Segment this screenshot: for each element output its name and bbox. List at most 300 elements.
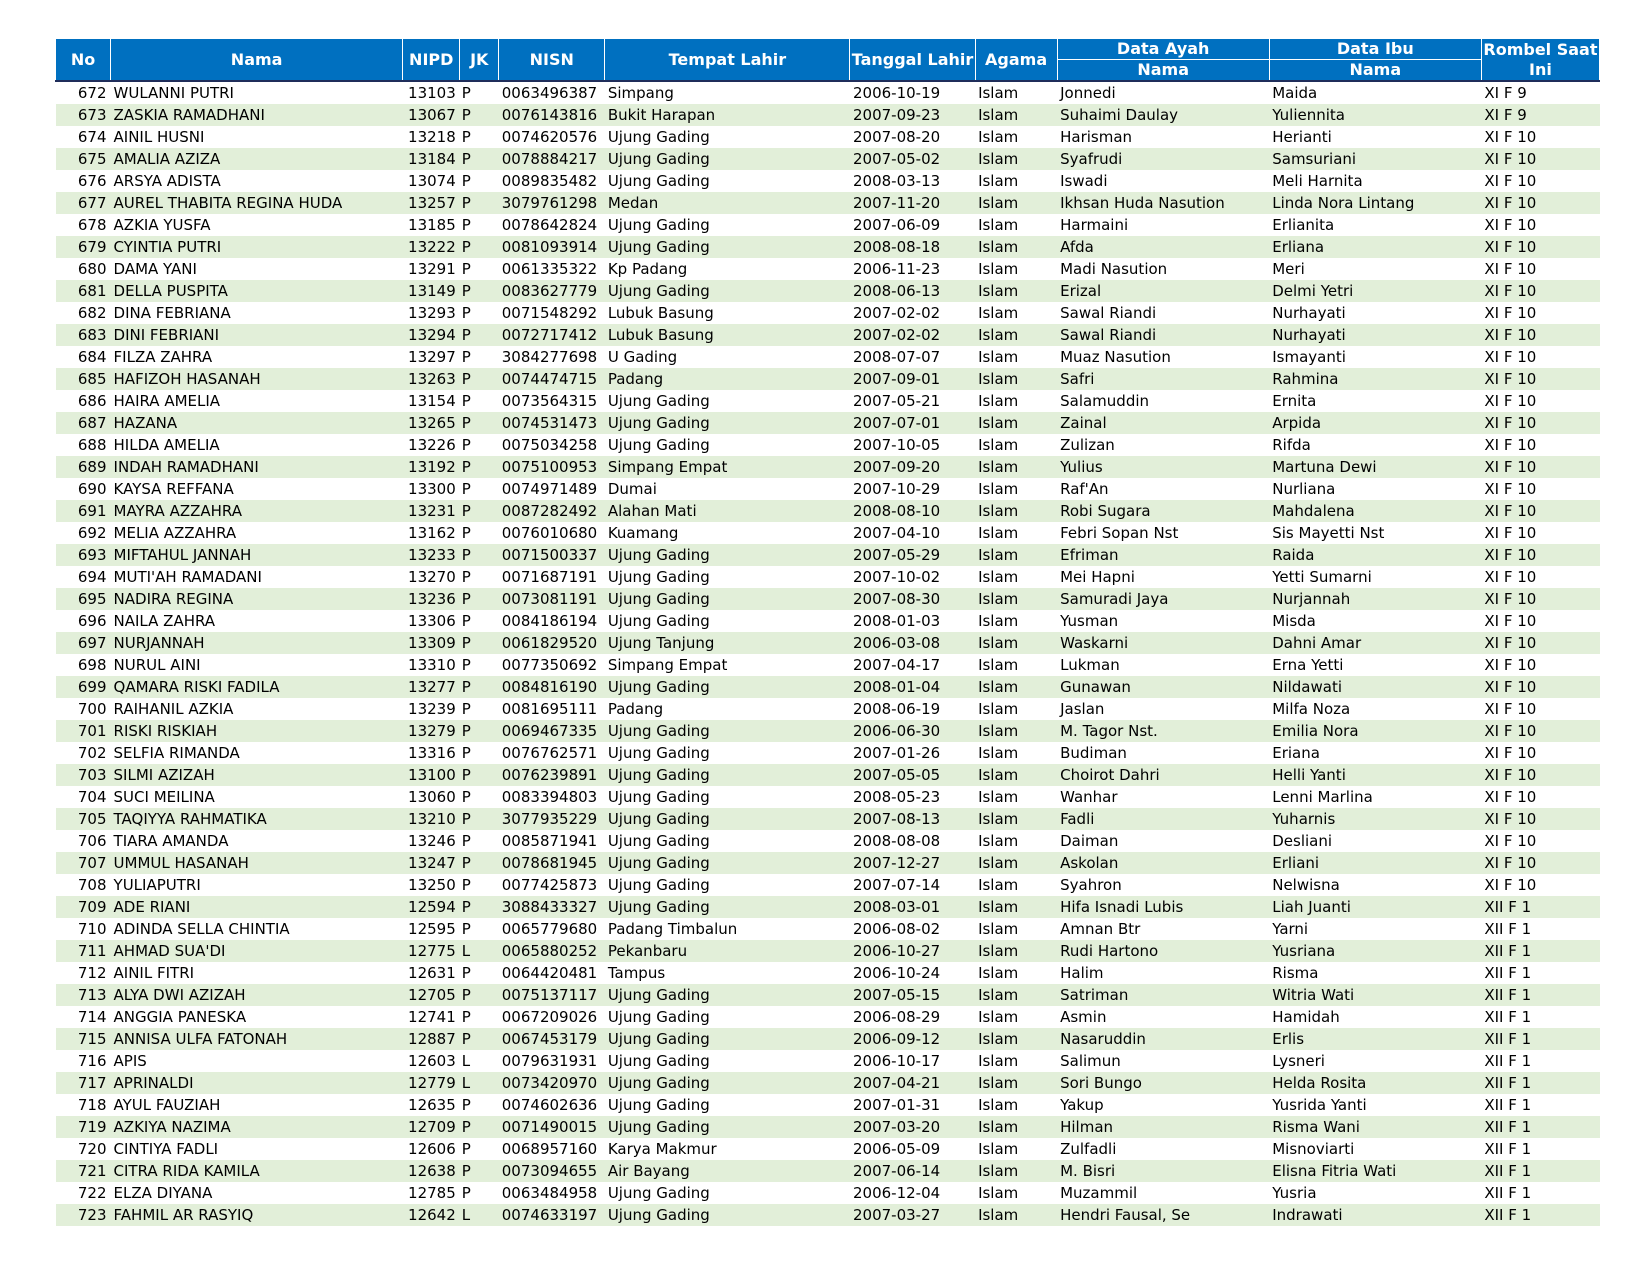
- table-row[interactable]: [56, 610, 1600, 632]
- cell-nama: ANNISA ULFA FATONAH: [111, 1028, 403, 1050]
- cell-jk: P: [460, 192, 499, 214]
- cell-nama: CINTIYA FADLI: [113, 1140, 219, 1158]
- table-row[interactable]: [56, 1006, 1600, 1028]
- cell-nama-ibu: Mahdalena: [1269, 500, 1481, 522]
- table-row[interactable]: [56, 1050, 1600, 1072]
- cell-nisn: 0074474715: [499, 368, 605, 390]
- cell-nama: RAIHANIL AZKIA: [113, 700, 234, 718]
- cell-nama-ibu: Nildawati: [1269, 676, 1481, 698]
- table-row[interactable]: [56, 830, 1600, 852]
- cell-agama: Islam: [978, 348, 1019, 366]
- cell-tempat-lahir: Lubuk Basung: [607, 304, 714, 322]
- table-row[interactable]: [56, 984, 1600, 1006]
- cell-nama-ayah: Hendri Fausal, Se: [1057, 1204, 1269, 1226]
- cell-no: 704: [77, 788, 107, 806]
- cell-nisn: 3079761298: [499, 192, 605, 214]
- table-row[interactable]: [56, 1116, 1600, 1138]
- table-row[interactable]: [56, 280, 1600, 302]
- cell-jk: P: [461, 744, 471, 762]
- table-row[interactable]: [56, 478, 1600, 500]
- cell-nipd: 13246: [408, 832, 456, 850]
- cell-tanggal-lahir: 2008-03-13: [852, 172, 941, 190]
- cell-no: 681: [56, 280, 111, 302]
- cell-nisn: 0065779680: [501, 920, 598, 938]
- cell-nipd: 13067: [403, 104, 460, 126]
- cell-nama-ayah: Salamuddin: [1060, 392, 1150, 410]
- cell-no: 707: [56, 852, 111, 874]
- header-tempat-lahir[interactable]: Tempat Lahir: [605, 39, 850, 82]
- cell-nama-ibu: Helli Yanti: [1269, 764, 1481, 786]
- cell-tempat-lahir: Ujung Gading: [605, 1072, 850, 1094]
- cell-tanggal-lahir: 2007-05-21: [852, 392, 941, 410]
- cell-tanggal-lahir: 2006-05-09: [852, 1140, 941, 1158]
- cell-nisn: 0067209026: [501, 1008, 598, 1026]
- cell-no: 679: [56, 236, 111, 258]
- header-ayah-nama[interactable]: Nama: [1057, 60, 1269, 82]
- cell-nisn: 0085871941: [501, 832, 598, 850]
- cell-nisn: 0075034258: [501, 436, 598, 454]
- cell-nama: HAIRA AMELIA: [113, 392, 221, 410]
- cell-nama-ayah: Febri Sopan Nst: [1060, 524, 1179, 542]
- header-nisn[interactable]: NISN: [499, 39, 605, 82]
- table-body: [56, 81, 1600, 1226]
- cell-rombel: XI F 10: [1481, 764, 1599, 786]
- cell-agama: Islam: [978, 392, 1019, 410]
- cell-tempat-lahir: Ujung Tanjung: [605, 632, 850, 654]
- cell-rombel: XI F 10: [1484, 260, 1537, 278]
- cell-agama: Islam: [975, 324, 1057, 346]
- cell-jk: P: [461, 480, 471, 498]
- cell-tempat-lahir: Bukit Harapan: [605, 104, 850, 126]
- table-row[interactable]: [56, 192, 1600, 214]
- table-row[interactable]: [56, 566, 1600, 588]
- cell-nisn: 0064420481: [501, 964, 598, 982]
- cell-rombel: XII F 1: [1481, 940, 1599, 962]
- cell-rombel: XI F 10: [1481, 808, 1599, 830]
- cell-jk: P: [461, 392, 471, 410]
- cell-nama-ibu: Dahni Amar: [1269, 632, 1481, 654]
- table-row[interactable]: [56, 786, 1600, 808]
- cell-rombel: XI F 10: [1484, 656, 1537, 674]
- cell-tempat-lahir: U Gading: [607, 348, 678, 366]
- cell-jk: P: [460, 544, 499, 566]
- cell-rombel: XI F 10: [1484, 348, 1537, 366]
- header-data-ayah[interactable]: Data Ayah: [1057, 39, 1269, 60]
- cell-tanggal-lahir: 2007-07-01: [850, 412, 975, 434]
- cell-agama: Islam: [978, 876, 1019, 894]
- cell-nipd: 12603: [408, 1052, 456, 1070]
- table-row[interactable]: [56, 148, 1600, 170]
- cell-nama-ayah: Robi Sugara: [1057, 500, 1269, 522]
- cell-agama: Islam: [978, 832, 1019, 850]
- cell-tanggal-lahir: 2006-08-02: [852, 920, 941, 938]
- cell-tempat-lahir: Ujung Gading: [605, 544, 850, 566]
- table-row[interactable]: [56, 434, 1600, 456]
- cell-nisn: 0075100953: [499, 456, 605, 478]
- cell-no: 712: [77, 964, 107, 982]
- cell-nipd: 13074: [408, 172, 456, 190]
- cell-nipd: 13294: [403, 324, 460, 346]
- cell-nama-ayah: Choirot Dahri: [1057, 764, 1269, 786]
- cell-agama: Islam: [975, 368, 1057, 390]
- cell-nipd: 13300: [408, 480, 456, 498]
- cell-nipd: 12887: [403, 1028, 460, 1050]
- cell-nama-ayah: Waskarni: [1057, 632, 1269, 654]
- cell-nama-ibu: Raida: [1269, 544, 1481, 566]
- cell-agama: Islam: [978, 216, 1019, 234]
- cell-nama-ayah: Safri: [1057, 368, 1269, 390]
- cell-tanggal-lahir: 2007-10-05: [852, 436, 941, 454]
- cell-nisn: 0078642824: [501, 216, 598, 234]
- cell-jk: P: [461, 788, 471, 806]
- table-row[interactable]: [56, 1072, 1600, 1094]
- cell-tempat-lahir: Ujung Gading: [605, 588, 850, 610]
- table-row[interactable]: [56, 1204, 1600, 1226]
- cell-no: 689: [56, 456, 111, 478]
- cell-nama: NURUL AINI: [113, 656, 201, 674]
- table-row[interactable]: [56, 368, 1600, 390]
- cell-nama-ibu: Erlis: [1269, 1028, 1481, 1050]
- table-row[interactable]: [56, 654, 1600, 676]
- cell-agama: Islam: [978, 964, 1019, 982]
- cell-tempat-lahir: Ujung Gading: [605, 720, 850, 742]
- cell-rombel: XI F 9: [1484, 84, 1527, 102]
- cell-nisn: 0074602636: [501, 1096, 598, 1114]
- cell-no: 706: [77, 832, 107, 850]
- table-row[interactable]: [56, 390, 1600, 412]
- cell-nama-ayah: Sori Bungo: [1057, 1072, 1269, 1094]
- cell-rombel: XI F 10: [1481, 676, 1599, 698]
- cell-agama: Islam: [975, 148, 1057, 170]
- cell-nama-ayah: Daiman: [1060, 832, 1119, 850]
- cell-jk: P: [460, 500, 499, 522]
- cell-nama-ayah: Gunawan: [1057, 676, 1269, 698]
- cell-nipd: 13270: [408, 568, 456, 586]
- table-row[interactable]: [56, 170, 1600, 192]
- cell-rombel: XI F 10: [1481, 192, 1599, 214]
- table-row[interactable]: [56, 126, 1600, 148]
- table-row[interactable]: [56, 214, 1600, 236]
- cell-nama-ayah: Yakup: [1060, 1096, 1104, 1114]
- cell-tanggal-lahir: 2008-05-23: [852, 788, 941, 806]
- cell-nipd: 13218: [408, 128, 456, 146]
- cell-nama-ayah: Zainal: [1057, 412, 1269, 434]
- cell-nama-ibu: Nurhayati: [1269, 324, 1481, 346]
- cell-agama: Islam: [975, 1116, 1057, 1138]
- cell-nama-ayah: Ikhsan Huda Nasution: [1057, 192, 1269, 214]
- cell-nama-ibu: Ismayanti: [1272, 348, 1346, 366]
- cell-nipd: 13306: [408, 612, 456, 630]
- cell-no: 713: [56, 984, 111, 1006]
- cell-nama-ayah: Afda: [1057, 236, 1269, 258]
- table-row[interactable]: [56, 764, 1600, 786]
- cell-nama-ibu: Lenni Marlina: [1272, 788, 1373, 806]
- table-row[interactable]: [56, 588, 1600, 610]
- cell-nama-ayah: Raf'An: [1060, 480, 1109, 498]
- cell-nama-ibu: Desliani: [1272, 832, 1333, 850]
- table-row[interactable]: [56, 632, 1600, 654]
- cell-rombel: XII F 1: [1481, 1116, 1599, 1138]
- table-row[interactable]: [56, 346, 1600, 368]
- cell-jk: P: [460, 676, 499, 698]
- cell-nama-ayah: Harmaini: [1060, 216, 1129, 234]
- cell-nama-ayah: Jonnedi: [1060, 84, 1116, 102]
- cell-nipd: 13257: [403, 192, 460, 214]
- cell-nisn: 0068957160: [501, 1140, 598, 1158]
- cell-nama-ibu: Eriana: [1272, 744, 1320, 762]
- cell-agama: Islam: [975, 632, 1057, 654]
- header-no[interactable]: No: [56, 39, 111, 82]
- table-row[interactable]: [56, 698, 1600, 720]
- header-agama[interactable]: Agama: [975, 39, 1057, 82]
- cell-jk: L: [461, 1052, 471, 1070]
- cell-tanggal-lahir: 2008-06-13: [850, 280, 975, 302]
- cell-jk: P: [461, 568, 471, 586]
- cell-nipd: 13277: [403, 676, 460, 698]
- table-row[interactable]: [56, 500, 1600, 522]
- cell-nipd: 13185: [408, 216, 456, 234]
- cell-no: 699: [56, 676, 111, 698]
- cell-no: 722: [77, 1184, 107, 1202]
- cell-nipd: 13279: [403, 720, 460, 742]
- cell-tanggal-lahir: 2007-03-20: [850, 1116, 975, 1138]
- cell-rombel: XI F 10: [1481, 720, 1599, 742]
- cell-nipd: 13210: [403, 808, 460, 830]
- cell-nama-ibu: Nurjannah: [1269, 588, 1481, 610]
- cell-tanggal-lahir: 2007-04-21: [850, 1072, 975, 1094]
- cell-nipd: 12595: [408, 920, 456, 938]
- header-tanggal-lahir[interactable]: Tanggal Lahir: [850, 39, 975, 82]
- cell-nama-ayah: Muaz Nasution: [1060, 348, 1171, 366]
- table-row[interactable]: [56, 918, 1600, 940]
- cell-nisn: 0061829520: [499, 632, 605, 654]
- cell-nama-ayah: Asmin: [1060, 1008, 1107, 1026]
- cell-jk: P: [461, 348, 471, 366]
- cell-no: 714: [77, 1008, 107, 1026]
- cell-no: 686: [77, 392, 107, 410]
- cell-tanggal-lahir: 2007-11-20: [850, 192, 975, 214]
- cell-nisn: 0073081191: [499, 588, 605, 610]
- cell-no: 723: [56, 1204, 111, 1226]
- cell-nisn: 0076239891: [499, 764, 605, 786]
- cell-nama: AZKIA YUSFA: [113, 216, 211, 234]
- header-nama[interactable]: Nama: [111, 39, 403, 82]
- cell-nisn: 3084277698: [501, 348, 598, 366]
- cell-jk: P: [461, 964, 471, 982]
- cell-agama: Islam: [975, 984, 1057, 1006]
- cell-rombel: XII F 1: [1484, 1096, 1532, 1114]
- cell-no: 721: [56, 1160, 111, 1182]
- cell-nama-ibu: Rahmina: [1269, 368, 1481, 390]
- cell-tempat-lahir: Karya Makmur: [607, 1140, 717, 1158]
- cell-agama: Islam: [978, 656, 1019, 674]
- table-row[interactable]: [56, 1160, 1600, 1182]
- cell-nisn: 0084186194: [501, 612, 598, 630]
- cell-nama: FAHMIL AR RASYIQ: [111, 1204, 403, 1226]
- cell-nama-ibu: Arpida: [1269, 412, 1481, 434]
- cell-agama: Islam: [975, 1160, 1057, 1182]
- cell-nama-ibu: Witria Wati: [1269, 984, 1481, 1006]
- cell-tempat-lahir: Ujung Gading: [605, 1204, 850, 1226]
- cell-no: 694: [77, 568, 107, 586]
- table-row[interactable]: [56, 544, 1600, 566]
- cell-jk: P: [461, 304, 471, 322]
- cell-jk: P: [461, 172, 471, 190]
- cell-tanggal-lahir: 2007-05-15: [850, 984, 975, 1006]
- cell-nipd: 12705: [403, 984, 460, 1006]
- cell-rombel: XI F 10: [1484, 700, 1537, 718]
- cell-nama-ibu: Rifda: [1272, 436, 1311, 454]
- table-row[interactable]: [56, 940, 1600, 962]
- table-row[interactable]: [56, 676, 1600, 698]
- cell-agama: Islam: [978, 700, 1019, 718]
- table-row[interactable]: [56, 412, 1600, 434]
- cell-tanggal-lahir: 2007-06-09: [852, 216, 941, 234]
- cell-agama: Islam: [978, 1184, 1019, 1202]
- cell-nipd: 13239: [408, 700, 456, 718]
- cell-tempat-lahir: Air Bayang: [605, 1160, 850, 1182]
- cell-nama-ibu: Delmi Yetri: [1269, 280, 1481, 302]
- table-row[interactable]: [56, 808, 1600, 830]
- cell-nipd: 13293: [408, 304, 456, 322]
- table-row[interactable]: [56, 742, 1600, 764]
- cell-nisn: 0063484958: [501, 1184, 598, 1202]
- cell-nisn: 0073564315: [501, 392, 598, 410]
- table-row[interactable]: [56, 522, 1600, 544]
- cell-tanggal-lahir: 2006-10-19: [852, 84, 941, 102]
- cell-nisn: 0087282492: [499, 500, 605, 522]
- cell-rombel: XII F 1: [1484, 1008, 1532, 1026]
- cell-nipd: 13100: [403, 764, 460, 786]
- cell-agama: Islam: [975, 896, 1057, 918]
- cell-nama-ibu: Sis Mayetti Nst: [1272, 524, 1385, 542]
- cell-agama: Islam: [975, 720, 1057, 742]
- cell-tanggal-lahir: 2008-08-08: [852, 832, 941, 850]
- cell-nama-ibu: Yetti Sumarni: [1272, 568, 1372, 586]
- table-header: [56, 39, 1600, 82]
- cell-rombel: XI F 10: [1481, 368, 1599, 390]
- header-data-ibu[interactable]: Data Ibu: [1269, 39, 1481, 60]
- table-row[interactable]: [56, 852, 1600, 874]
- cell-nama-ibu: Erliani: [1269, 852, 1481, 874]
- cell-nama: ALYA DWI AZIZAH: [111, 984, 403, 1006]
- table-row[interactable]: [56, 81, 1600, 104]
- cell-rombel: XI F 10: [1484, 304, 1537, 322]
- cell-no: 678: [77, 216, 107, 234]
- cell-nipd: 13309: [403, 632, 460, 654]
- table-row[interactable]: [56, 236, 1600, 258]
- cell-tanggal-lahir: 2007-04-10: [852, 524, 941, 542]
- header-jk[interactable]: JK: [460, 39, 499, 82]
- cell-nisn: 0076762571: [501, 744, 598, 762]
- cell-nama-ayah: M. Bisri: [1057, 1160, 1269, 1182]
- header-ibu-nama[interactable]: Nama: [1269, 60, 1481, 82]
- cell-nama: HAFIZOH HASANAH: [111, 368, 403, 390]
- cell-nama: WULANNI PUTRI: [113, 84, 234, 102]
- cell-nama-ayah: Amnan Btr: [1060, 920, 1141, 938]
- table-row[interactable]: [56, 302, 1600, 324]
- cell-rombel: XII F 1: [1481, 984, 1599, 1006]
- cell-nama: FILZA ZAHRA: [113, 348, 213, 366]
- cell-tempat-lahir: Ujung Gading: [607, 216, 710, 234]
- table-row[interactable]: [56, 456, 1600, 478]
- cell-no: 693: [56, 544, 111, 566]
- cell-nisn: 0084816190: [499, 676, 605, 698]
- cell-nama-ibu: Yusrida Yanti: [1272, 1096, 1367, 1114]
- cell-tempat-lahir: Simpang: [607, 84, 674, 102]
- table-row[interactable]: [56, 258, 1600, 280]
- table-row[interactable]: [56, 324, 1600, 346]
- cell-tanggal-lahir: 2007-02-02: [850, 324, 975, 346]
- cell-tanggal-lahir: 2008-01-03: [852, 612, 941, 630]
- table-row[interactable]: [56, 1138, 1600, 1160]
- cell-nama-ayah: Zulizan: [1060, 436, 1115, 454]
- cell-tanggal-lahir: 2007-10-02: [852, 568, 941, 586]
- table-row[interactable]: [56, 104, 1600, 126]
- cell-tempat-lahir: Kp Padang: [607, 260, 688, 278]
- cell-nama-ayah: Satriman: [1057, 984, 1269, 1006]
- table-row[interactable]: [56, 962, 1600, 984]
- table-row[interactable]: [56, 1028, 1600, 1050]
- cell-nama-ibu: Milfa Noza: [1272, 700, 1351, 718]
- cell-nama-ibu: Nurhayati: [1272, 304, 1346, 322]
- header-rombel[interactable]: Rombel Saat Ini: [1481, 39, 1599, 82]
- cell-nama: AZKIYA NAZIMA: [111, 1116, 403, 1138]
- table-row[interactable]: [56, 1182, 1600, 1204]
- cell-tempat-lahir: Ujung Gading: [607, 172, 710, 190]
- cell-rombel: XII F 1: [1484, 964, 1532, 982]
- cell-jk: P: [460, 764, 499, 786]
- cell-nisn: 0071548292: [501, 304, 598, 322]
- cell-no: 673: [56, 104, 111, 126]
- cell-nama-ibu: Ernita: [1272, 392, 1317, 410]
- cell-nama-ibu: Misnoviarti: [1272, 1140, 1355, 1158]
- cell-tanggal-lahir: 2006-06-30: [850, 720, 975, 742]
- cell-jk: P: [460, 324, 499, 346]
- cell-tanggal-lahir: 2007-01-31: [852, 1096, 941, 1114]
- cell-nama-ayah: M. Tagor Nst.: [1057, 720, 1269, 742]
- cell-tanggal-lahir: 2007-08-30: [850, 588, 975, 610]
- table-row[interactable]: [56, 874, 1600, 896]
- cell-jk: P: [460, 412, 499, 434]
- table-row[interactable]: [56, 720, 1600, 742]
- cell-tempat-lahir: Ujung Gading: [607, 788, 710, 806]
- cell-tempat-lahir: Ujung Gading: [607, 1184, 710, 1202]
- table-row[interactable]: [56, 1094, 1600, 1116]
- cell-agama: Islam: [975, 544, 1057, 566]
- cell-nisn: 3088433327: [499, 896, 605, 918]
- cell-nisn: 0077350692: [501, 656, 598, 674]
- header-nipd[interactable]: NIPD: [403, 39, 460, 82]
- cell-tempat-lahir: Ujung Gading: [605, 676, 850, 698]
- cell-no: 719: [56, 1116, 111, 1138]
- cell-rombel: XII F 1: [1484, 1184, 1532, 1202]
- cell-nama-ayah: Iswadi: [1060, 172, 1108, 190]
- cell-nipd: 13154: [408, 392, 456, 410]
- cell-agama: Islam: [975, 236, 1057, 258]
- cell-nama-ayah: Syafrudi: [1057, 148, 1269, 170]
- cell-jk: P: [460, 632, 499, 654]
- cell-nisn: 0078681945: [499, 852, 605, 874]
- cell-tanggal-lahir: 2007-07-14: [852, 876, 941, 894]
- table-row[interactable]: [56, 896, 1600, 918]
- cell-agama: Islam: [975, 500, 1057, 522]
- cell-nisn: 0065880252: [499, 940, 605, 962]
- cell-rombel: XI F 10: [1484, 128, 1537, 146]
- cell-nama: QAMARA RISKI FADILA: [111, 676, 403, 698]
- cell-nama-ayah: Jaslan: [1060, 700, 1105, 718]
- cell-agama: Islam: [978, 788, 1019, 806]
